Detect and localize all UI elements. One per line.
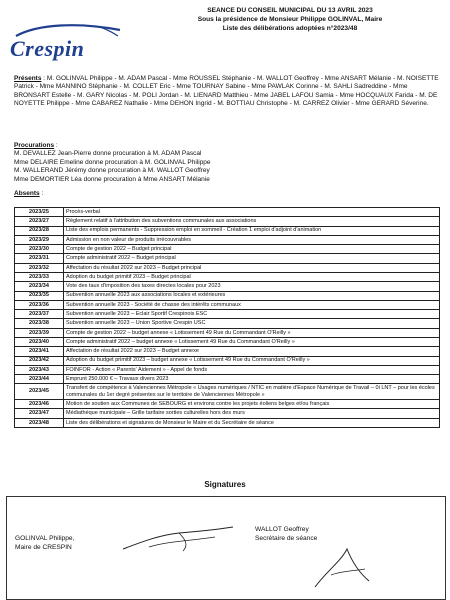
signatures-title: Signatures [204,480,246,489]
deliberation-number: 2023/44 [15,375,64,384]
table-row [15,254,440,263]
deliberation-title: Adoption du budget primitif 2023 – Budget principal [64,272,440,281]
table-row [15,282,440,291]
document-header [140,6,440,33]
table-row [15,400,440,409]
deliberation-number: 2023/42 [15,356,64,365]
deliberation-number: 2023/40 [15,337,64,346]
table-row [15,235,440,244]
deliberation-number: 2023/47 [15,409,64,418]
deliberation-title: Motion de soutien aux Communes de SEBOURG et environs contre les projets éoliens belges et/ou français [64,400,440,409]
mayor-signature-drawing [119,519,239,561]
deliberation-title: Compte de gestion 2022 – Budget principal [64,245,440,254]
table-row [15,337,440,346]
signatures-box [6,496,446,600]
absents-colon: : [39,190,44,197]
table-row [15,245,440,254]
deliberation-number: 2023/36 [15,300,64,309]
session-title: SEANCE DU CONSEIL MUNICIPAL DU 13 AVRIL 2023 [207,7,373,14]
absents-section [14,190,440,198]
deliberation-number: 2023/31 [15,254,64,263]
table-row [15,328,440,337]
deliberation-number: 2023/46 [15,400,64,409]
procurations-section [14,142,440,184]
table-row [15,356,440,365]
procuration-line: Mme DEMORTIER Léa donne procuration à Mme ANSART Mélanie [14,175,210,183]
deliberation-number: 2023/29 [15,235,64,244]
deliberation-title: Emprunt 250.000 € – Travaux divers 2023 [64,375,440,384]
deliberation-title: Compte de gestion 2022 – budget annexe « Lotissement 49 Rue du Commandant O'Reilly » [64,328,440,337]
crespin-logo [8,22,126,62]
deliberation-number: 2023/27 [15,217,64,226]
deliberation-title: Subvention annuelle 2023 – Eclair Sportif Crespinois ESC [64,310,440,319]
deliberation-number: 2023/39 [15,328,64,337]
deliberation-title: Subvention annuelle 2023 aux associations locales et extérieures [64,291,440,300]
table-row [15,291,440,300]
deliberation-number: 2023/48 [15,418,64,427]
deliberation-number: 2023/25 [15,208,64,217]
deliberation-title: Liste des emplois permanents - Suppression emploi en sommeil - Création 1 emploi d'adjoint d'animation [64,226,440,235]
absents-title: Absents [14,190,40,197]
secretary-signature-drawing [307,541,387,593]
deliberation-number: 2023/37 [15,310,64,319]
deliberation-title: Liste des délibérations et signatures de Monsieur le Maire et du Secrétaire de séance [64,418,440,427]
deliberation-number: 2023/45 [15,384,64,400]
table-row [15,347,440,356]
presidency-line: Sous la présidence de Monsieur Philippe GOLINVAL, Maire [197,16,383,23]
deliberation-title: Affectation du résultat 2022 sur 2023 – Budget principal [64,263,440,272]
deliberation-number: 2023/38 [15,319,64,328]
table-row [15,310,440,319]
table-row [15,384,440,400]
table-row [15,208,440,217]
secretary-role: Secrétaire de séance [255,535,318,542]
deliberations-table [14,207,440,428]
deliberation-number: 2023/34 [15,282,64,291]
presents-list: : M. GOLINVAL Philippe - M. ADAM Pascal - Mme ROUSSEL Stéphanie - M. WALLOT Geoffrey - Mme ANSART Mélanie - M. NOISETTE Patrick - Mme MANNINO Stéphanie - M. COLLET Eric - Mme TOURNAY Sabine - Mme PAWLAK Corinne - M. SAHLI Sadreddine - Mme BRONSART Estelle - M. GARY Nicolas - M. POLI Jordan - M. LIENARD Matthieu - Mme JABEL LAFOU Samia - Mme HOCQUAUX Farida - M. DE NOYETTE Philippe - Mme CABAREZ Nathalie - Mme DEHON Ingrid - M. BOTTIAU Christophe - M. CARREZ Olivier - Mme GERARD Séverine. [14,75,439,108]
deliberation-number: 2023/33 [15,272,64,281]
table-row [15,217,440,226]
table-row [15,272,440,281]
deliberation-title: Affectation de résultat 2022 sur 2023 – Budget annexe [64,347,440,356]
deliberation-title: Procès-verbal [64,208,440,217]
procurations-title: Procurations [14,142,55,149]
table-row [15,418,440,427]
deliberation-number: 2023/30 [15,245,64,254]
deliberation-number: 2023/28 [15,226,64,235]
deliberation-title: Vote des taux d'imposition des taxes directes locales pour 2023 [64,282,440,291]
deliberation-number: 2023/43 [15,365,64,374]
table-row [15,263,440,272]
table-row [15,319,440,328]
deliberation-number: 2023/35 [15,291,64,300]
deliberation-number: 2023/32 [15,263,64,272]
mayor-role: Maire de CRESPIN [15,544,72,551]
deliberation-title: Subvention annuelle 2023 – Union Sportive Crespin USC [64,319,440,328]
deliberation-title: Admission en non valeur de produits irrécouvrables [64,235,440,244]
procurations-colon: : [54,142,58,149]
logo-text: Crespin [10,36,85,61]
deliberation-number: 2023/41 [15,347,64,356]
deliberation-title: Règlement relatif à l'attribution des subventions communales aux associations [64,217,440,226]
deliberation-title: Compte administratif 2022 – Budget principal [64,254,440,263]
presents-section [14,75,440,109]
table-row [15,409,440,418]
procuration-line: M. DEVALLEZ Jean-Pierre donne procuration à M. ADAM Pascal [14,150,202,158]
deliberation-title: Subvention annuelle 2023 - Société de chasse des intérêts communaux [64,300,440,309]
presents-title: Présents [14,75,42,82]
mayor-signature-block [15,534,74,552]
secretary-name: WALLOT Geoffrey [255,526,309,533]
deliberation-title: Médiathèque municipale – Grille tarifaire sorties culturelles hors des murs [64,409,440,418]
deliberation-title: Transfert de compétence à Valenciennes Métropole « Usages numériques / NTIC en matière d'Espace Numérique de Travail – 0i LNT – pour les écoles communales du 1er degré présentes sur le territoire de Valenciennes Métropole » [64,384,440,400]
table-row [15,300,440,309]
table-row [15,226,440,235]
table-row [15,375,440,384]
procuration-line: Mme DELAIRE Emeline donne procuration à M. GOLINVAL Philippe [14,158,211,166]
deliberation-title: Compte administratif 2022 – budget annexe « Lotissement 49 Rue du Commandant O'Reilly » [64,337,440,346]
list-title: Liste des délibérations adoptées n°2023/48 [222,25,358,32]
deliberation-title: Adoption du budget primitif 2023 – budget annexe « Lotissement 49 Rue du Commandant O'Reilly » [64,356,440,365]
mayor-name: GOLINVAL Philippe, [15,535,75,542]
deliberation-title: FOINFOR - Action « Parents' Aidement » - Appel de fonds [64,365,440,374]
procuration-line: M. WALLERAND Jérémy donne procuration à M. WALLOT Geoffrey [14,167,210,175]
table-row [15,365,440,374]
